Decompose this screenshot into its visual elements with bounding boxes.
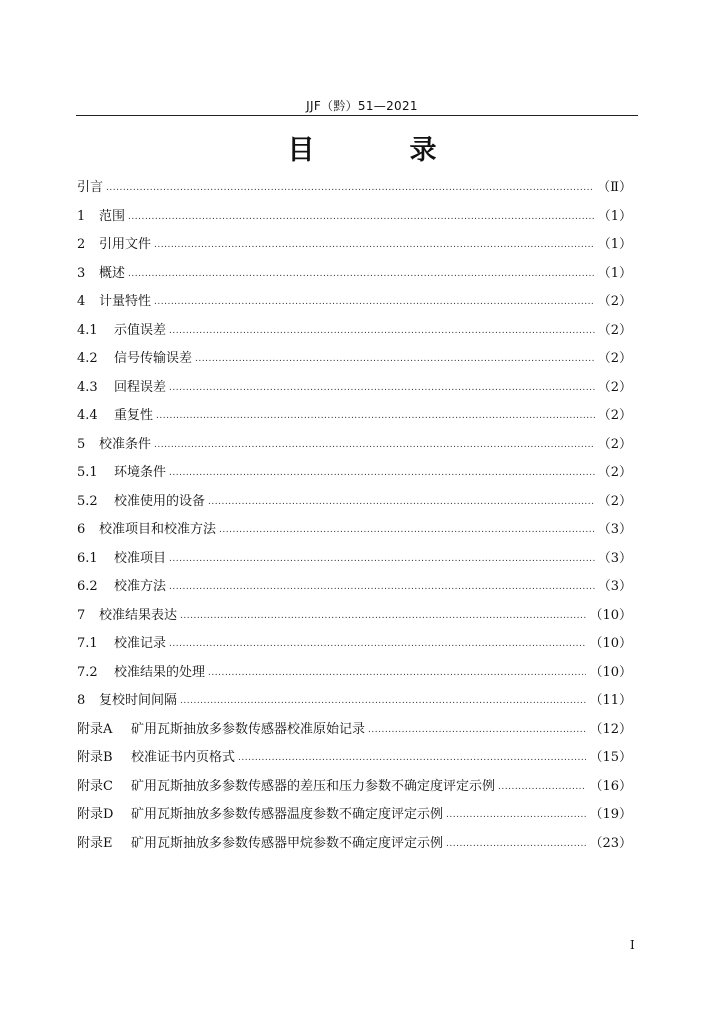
toc-entry[interactable] (77, 632, 632, 661)
toc-entry-title: 范围 (99, 208, 126, 224)
toc-entry-title: 计量特性 (99, 294, 152, 309)
toc-leader-dots (169, 383, 595, 393)
toc-leader-dots (180, 611, 586, 621)
toc-entry-title: 校准条件 (99, 436, 152, 452)
toc-entry-number: 4.4 (77, 408, 98, 423)
toc-entry-page: （1） (597, 208, 632, 224)
toc-entry[interactable] (77, 661, 632, 690)
toc-entry-page: （2） (597, 408, 632, 423)
table-of-contents (77, 176, 632, 860)
toc-entry[interactable] (77, 575, 632, 604)
toc-entry-number: 8 (77, 693, 86, 708)
toc-entry-title: 校准方法 (114, 579, 167, 594)
toc-leader-dots (169, 554, 595, 564)
toc-leader-dots (219, 525, 595, 535)
toc-entry[interactable] (77, 547, 632, 576)
toc-entry-number: 6.1 (77, 550, 98, 566)
toc-leader-dots (169, 582, 595, 592)
toc-entry-number: 2 (77, 237, 86, 252)
toc-leader-dots (106, 183, 594, 193)
toc-entry-number: 3 (77, 265, 86, 281)
toc-leader-dots (154, 240, 595, 250)
toc-entry-page: （16） (589, 778, 632, 794)
toc-entry-number: 附录B (77, 750, 113, 765)
toc-entry-page: （10） (589, 636, 632, 651)
toc-entry-page: （2） (597, 322, 632, 338)
toc-entry[interactable] (77, 518, 632, 547)
toc-leader-dots (154, 440, 595, 450)
toc-leader-dots (169, 468, 595, 478)
toc-entry-page: （10） (589, 607, 632, 623)
toc-leader-dots (498, 782, 586, 792)
toc-leader-dots (446, 839, 586, 849)
toc-entry-number: 7.2 (77, 664, 98, 680)
toc-entry-page: （3） (597, 522, 632, 537)
toc-entry-page: （Ⅱ） (597, 180, 632, 195)
toc-entry-page: （23） (589, 835, 632, 851)
toc-entry-number: 5.1 (77, 465, 98, 480)
toc-entry-number: 4.2 (77, 351, 98, 366)
standard-code: JJF（黔）51—2021 (306, 99, 418, 113)
toc-entry-title: 校准使用的设备 (114, 493, 206, 509)
toc-leader-dots (446, 810, 586, 820)
page-title: 目 录 (287, 135, 471, 166)
toc-entry-title: 信号传输误差 (114, 351, 193, 366)
toc-entry-page: （1） (597, 237, 632, 252)
toc-entry-number: 7 (77, 607, 86, 623)
toc-entry-number: 5.2 (77, 493, 98, 509)
toc-entry-title: 复校时间间隔 (99, 693, 178, 708)
toc-leader-dots (180, 696, 586, 706)
page-number: I (630, 938, 635, 952)
toc-entry-number: 4.1 (77, 322, 98, 338)
toc-entry[interactable] (77, 347, 632, 376)
toc-entry-page: （3） (597, 550, 632, 566)
toc-entry-title: 校准项目 (114, 550, 167, 566)
toc-entry[interactable] (77, 290, 632, 319)
toc-entry-title: 引用文件 (99, 237, 152, 252)
toc-entry-page: （2） (597, 379, 632, 395)
toc-entry-title: 矿用瓦斯抽放多参数传感器甲烷参数不确定度评定示例 (131, 835, 444, 851)
toc-entry-title: 回程误差 (114, 379, 167, 395)
toc-entry-page: （2） (597, 493, 632, 509)
toc-leader-dots (238, 753, 586, 763)
toc-entry[interactable] (77, 689, 632, 718)
toc-entry-title: 校准证书内页格式 (131, 750, 236, 765)
toc-entry-number: 附录A (77, 721, 113, 737)
toc-entry-title: 环境条件 (114, 465, 167, 480)
toc-entry-title: 校准项目和校准方法 (99, 522, 217, 537)
toc-entry-title: 矿用瓦斯抽放多参数传感器校准原始记录 (131, 721, 366, 737)
toc-entry[interactable] (77, 604, 632, 633)
toc-entry[interactable] (77, 404, 632, 433)
toc-entry[interactable] (77, 775, 632, 804)
toc-entry-title: 矿用瓦斯抽放多参数传感器温度参数不确定度评定示例 (131, 807, 444, 822)
toc-entry-page: （12） (589, 721, 632, 737)
toc-leader-dots (208, 497, 595, 507)
toc-leader-dots (208, 668, 586, 678)
toc-entry[interactable] (77, 319, 632, 348)
toc-entry[interactable] (77, 803, 632, 832)
toc-entry-number: 6.2 (77, 579, 98, 594)
toc-entry[interactable] (77, 490, 632, 519)
toc-entry-number: 5 (77, 436, 86, 452)
toc-leader-dots (195, 354, 595, 364)
toc-leader-dots (128, 212, 595, 222)
toc-entry-number: 6 (77, 522, 86, 537)
toc-entry[interactable] (77, 233, 632, 262)
toc-entry-number: 附录C (77, 778, 113, 794)
toc-entry-number: 4.3 (77, 379, 98, 395)
toc-entry-title: 校准结果的处理 (114, 664, 206, 680)
toc-entry-title: 示值误差 (114, 322, 167, 338)
toc-entry-page: （2） (597, 436, 632, 452)
toc-entry-number: 1 (77, 208, 86, 224)
toc-entry-number: 附录D (77, 807, 114, 822)
toc-entry-title: 引言 (77, 180, 104, 195)
toc-entry-number: 附录E (77, 835, 113, 851)
toc-entry[interactable] (77, 433, 632, 462)
header-rule (76, 115, 638, 116)
toc-entry[interactable] (77, 205, 632, 234)
toc-entry-page: （10） (589, 664, 632, 680)
toc-entry[interactable] (77, 176, 632, 205)
toc-entry-page: （2） (597, 294, 632, 309)
toc-entry-page: （3） (597, 579, 632, 594)
toc-leader-dots (156, 411, 595, 421)
toc-entry-title: 概述 (99, 265, 126, 281)
toc-leader-dots (128, 269, 595, 279)
toc-entry[interactable] (77, 461, 632, 490)
toc-entry[interactable] (77, 262, 632, 291)
toc-entry-page: （2） (597, 465, 632, 480)
toc-entry-title: 校准结果表达 (99, 607, 178, 623)
toc-entry-title: 矿用瓦斯抽放多参数传感器的差压和压力参数不确定度评定示例 (131, 778, 496, 794)
toc-entry[interactable] (77, 718, 632, 747)
toc-entry-number: 4 (77, 294, 86, 309)
toc-entry-title: 重复性 (114, 408, 154, 423)
toc-entry-page: （15） (589, 750, 632, 765)
toc-entry-page: （19） (589, 807, 632, 822)
toc-entry[interactable] (77, 376, 632, 405)
toc-entry-page: （2） (597, 351, 632, 366)
toc-entry-page: （11） (589, 693, 632, 708)
toc-entry[interactable] (77, 832, 632, 861)
toc-leader-dots (154, 297, 595, 307)
toc-entry[interactable] (77, 746, 632, 775)
toc-entry-title: 校准记录 (114, 636, 167, 651)
toc-entry-page: （1） (597, 265, 632, 281)
toc-entry-number: 7.1 (77, 636, 98, 651)
toc-leader-dots (169, 326, 595, 336)
toc-leader-dots (368, 725, 586, 735)
toc-leader-dots (169, 639, 586, 649)
